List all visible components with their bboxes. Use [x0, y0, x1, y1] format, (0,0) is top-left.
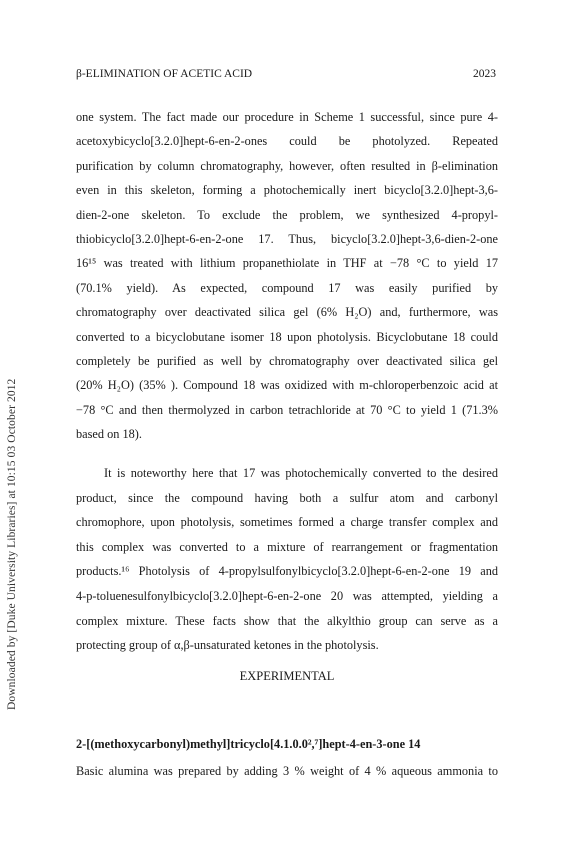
download-watermark: [4, 190, 18, 710]
body-text-line: completely be purified as well by chromatography over deactivated silica gel: [76, 354, 498, 368]
body-text-line: product, since the compound having both a sulfur atom and carbonyl: [76, 490, 498, 505]
body-text-line: acetoxybicyclo[3.2.0]hept-6-en-2-ones could be photolyzed. Repeated: [76, 134, 498, 149]
body-text-line: protecting group of α,β-unsaturated ketones in the photolysis.: [76, 638, 379, 653]
download-watermark-text: Downloaded by [Duke University Libraries] at 10:15 03 October 2012: [6, 378, 18, 710]
body-text-line: −78 °C and then thermolyzed in carbon tetrachloride at 70 °C to yield 1 (71.3%: [76, 402, 498, 417]
body-text-line: (70.1% yield). As expected, compound 17 was easily purified by: [76, 280, 498, 295]
page-number: 2023: [473, 68, 496, 80]
body-text-line: thiobicyclo[3.2.0]hept-6-en-2-one 17. Thus, bicyclo[3.2.0]hept-3,6-dien-2-one: [76, 232, 498, 246]
body-text-line: based on 18).: [76, 427, 142, 442]
body-text-line: chromophore, upon photolysis, sometimes formed a charge transfer complex and: [76, 515, 498, 530]
body-text-line: even in this skeleton, forming a photochemically inert bicyclo[3.2.0]hept-3,6-: [76, 183, 498, 198]
body-text-line: dien-2-one skeleton. To exclude the problem, we synthesized 4-propyl-: [76, 207, 498, 222]
body-text-line: 4-p-toluenesulfonylbicyclo[3.2.0]hept-6-en-2-one 20 was attempted, yielding a: [76, 589, 498, 603]
body-text-line: one system. The fact made our procedure in Scheme 1 successful, since pure 4-: [76, 110, 498, 124]
body-text-line: chromatography over deactivated silica gel (6% H₂O) and, furthermore, was: [76, 305, 498, 320]
running-title: β-ELIMINATION OF ACETIC ACID: [76, 68, 253, 80]
body-text-line: products.¹⁶ Photolysis of 4-propylsulfonylbicyclo[3.2.0]hept-6-en-2-one 19 and: [76, 564, 498, 579]
running-header: [76, 68, 496, 80]
compound-heading: 2-[(methoxycarbonyl)methyl]tricyclo[4.1.0.0²,⁷]hept-4-en-3-one 14: [76, 737, 421, 751]
body-text-line: Basic alumina was prepared by adding 3 % weight of 4 % aqueous ammonia to: [76, 764, 498, 778]
body-text-line: purification by column chromatography, however, often resulted in β-elimination: [76, 158, 498, 173]
body-text-line: converted to a bicyclobutane isomer 18 upon photolysis. Bicyclobutane 18 could: [76, 329, 498, 344]
body-text-line: this complex was converted to a mixture of rearrangement or fragmentation: [76, 539, 498, 554]
body-text-line: (20% H₂O) (35% ). Compound 18 was oxidized with m-chloroperbenzoic acid at: [76, 378, 498, 393]
body-text-line: complex mixture. These facts show that the alkylthio group can serve as a: [76, 613, 498, 628]
body-text-line: It is noteworthy here that 17 was photochemically converted to the desired: [104, 466, 498, 480]
section-title: EXPERIMENTAL: [239, 669, 335, 683]
body-text-line: 16¹⁵ was treated with lithium propanethiolate in THF at −78 °C to yield 17: [76, 256, 498, 271]
